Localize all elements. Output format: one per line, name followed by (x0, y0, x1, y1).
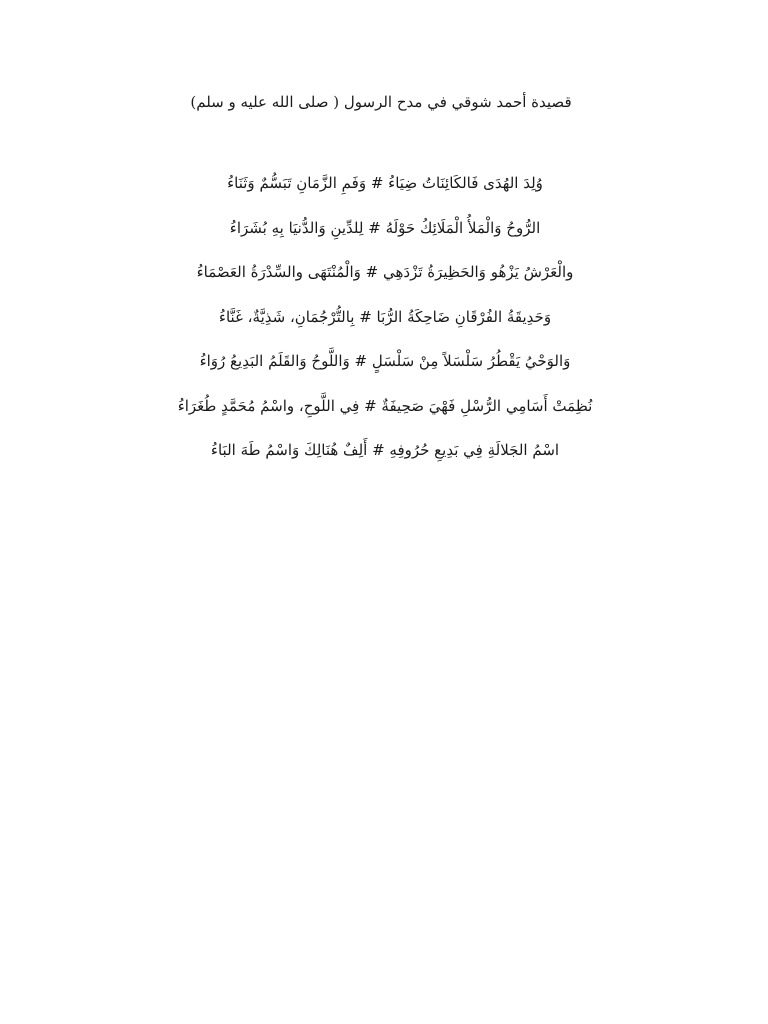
poem-verse: وُلِدَ الهُدَى فَالكَائِنَاتُ ضِيَاءُ # وَفَمِ الزَّمَانِ تَبَسُّمٌ وَثَنَاءُ (227, 174, 543, 192)
poem-verse: نُظِمَتْ أَسَامِي الرُّسْلِ فَهْيَ صَحِيفَةٌ # فِي اللَّوحِ، واسْمُ مُحَمَّدٍ طُغَرَاءُ (177, 396, 593, 415)
poem-verse: الرُّوحُ وَالْمَلأُ الْمَلَائِكُ حَوْلَهُ # لِلدِّينِ وَالدُّنيَا بِهِ بُشَرَاءُ (229, 218, 541, 237)
poem-verse: والْعَرْشُ يَزْهُو وَالحَظِيرَةُ تَزْدَهِي # وَالْمُنْتَهَى والسِّدْرَةُ العَصْمَاءُ (196, 263, 574, 281)
poem-verse: وَالوَحْيُ يَقْطُرُ سَلْسَلاً مِنْ سَلْسَلٍ # وَاللَّوحُ وَالقَلَمُ البَدِيعُ رُوَاءُ (199, 352, 571, 370)
poem (150, 172, 620, 484)
poem-verse: وَحَدِيقَةُ الفُرْقَانِ ضَاحِكَةُ الرُّبَا # بِالتُّرْجُمَانِ، شَذِيَّةٌ، غَنَّاءُ (218, 307, 552, 326)
page-title: قصيدة أحمد شوقي في مدح الرسول ( صلى الله عليه و سلم) (190, 93, 572, 111)
poem-verse: اسْمُ الجَلالَةِ فِي بَدِيعِ حُرُوفِهِ # أَلِفٌ هُنَالِكَ وَاسْمُ طَهَ البَاءُ (210, 441, 560, 459)
